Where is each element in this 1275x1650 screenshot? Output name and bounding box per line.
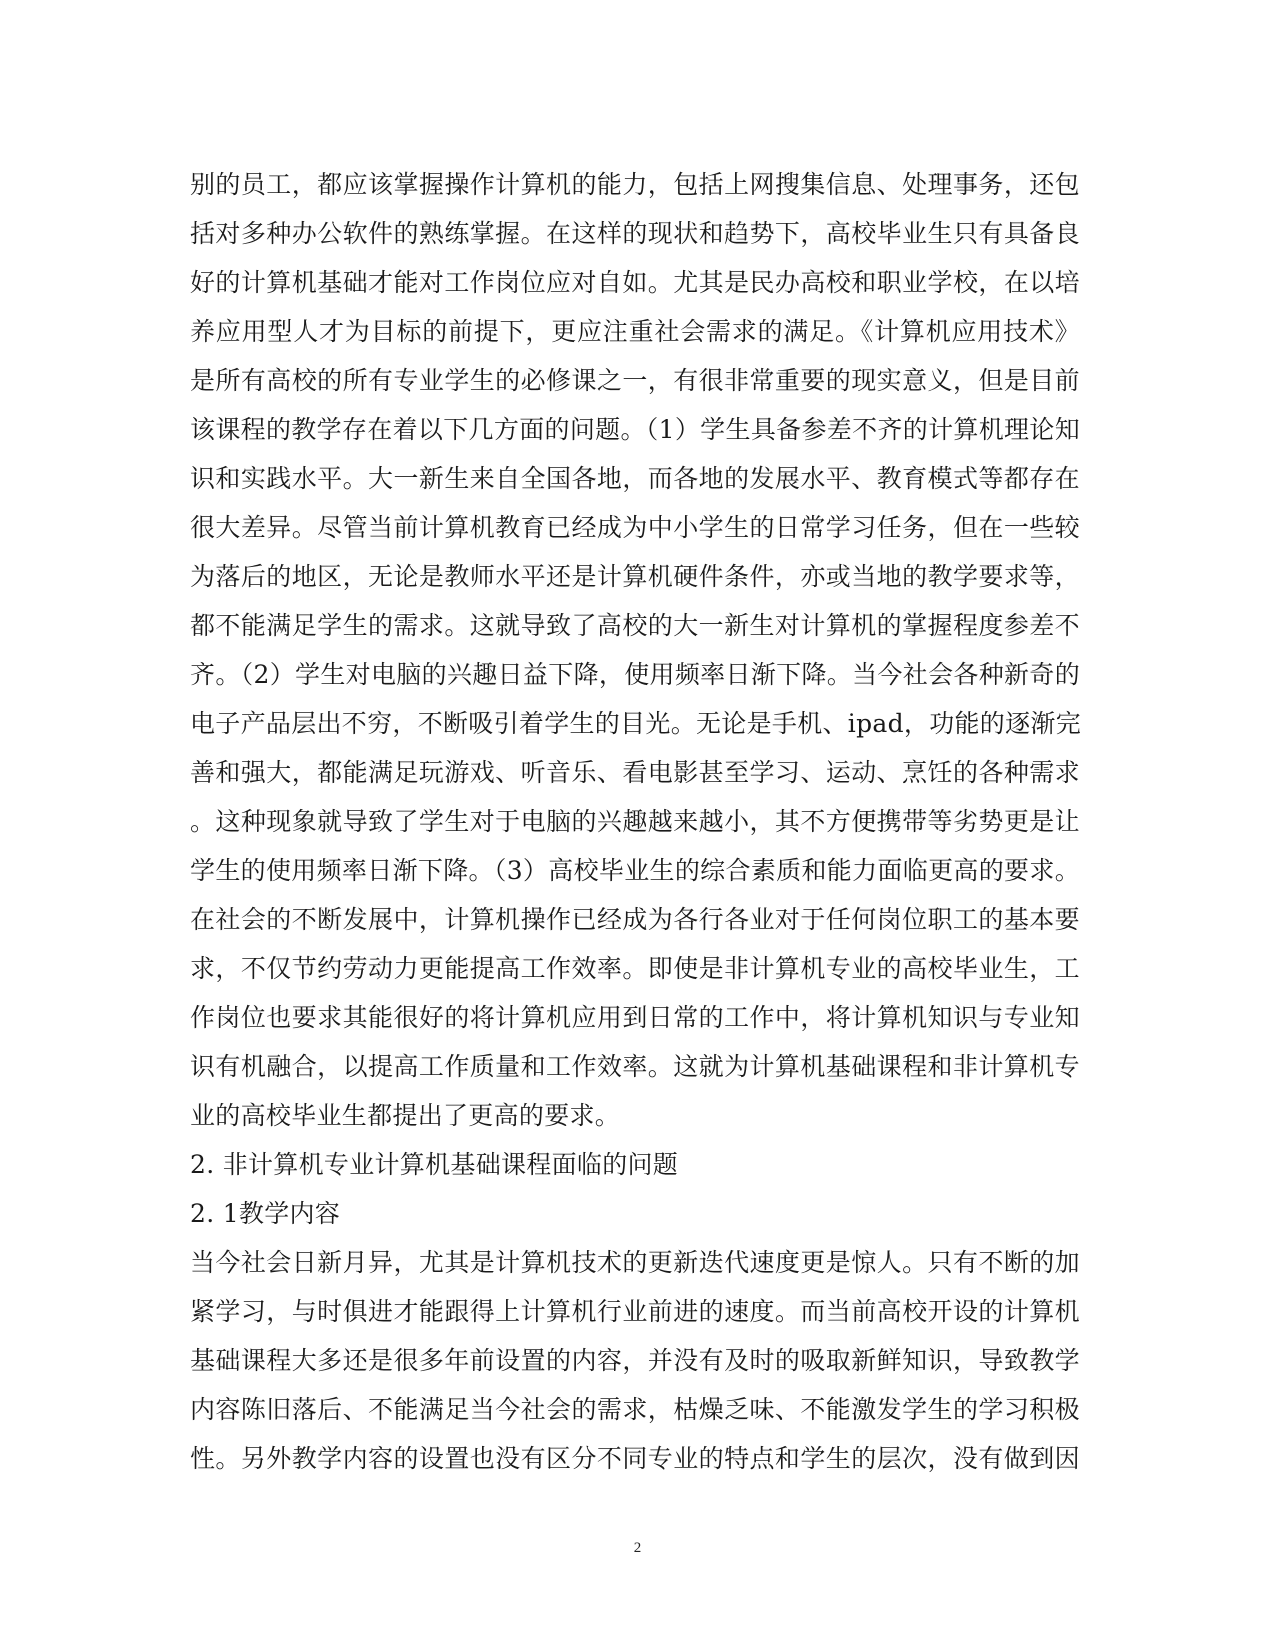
text-line: 该课程的教学存在着以下几方面的问题。（1）学生具备参差不齐的计算机理论知 <box>190 415 1080 444</box>
text-line: 业的高校毕业生都提出了更高的要求。 <box>190 1101 621 1130</box>
text-line: 是所有高校的所有专业学生的必修课之一，有很非常重要的现实意义，但是目前 <box>190 366 1080 395</box>
text-line: 齐。（2）学生对电脑的兴趣日益下降，使用频率日渐下降。当今社会各种新奇的 <box>190 660 1080 689</box>
text-line: 很大差异。尽管当前计算机教育已经成为中小学生的日常学习任务，但在一些较 <box>190 513 1080 542</box>
text-line: 识和实践水平。大一新生来自全国各地，而各地的发展水平、教育模式等都存在 <box>190 464 1080 493</box>
text-line: 学生的使用频率日渐下降。（3）高校毕业生的综合素质和能力面临更高的要求。 <box>190 856 1080 885</box>
text-line: 识有机融合，以提高工作质量和工作效率。这就为计算机基础课程和非计算机专 <box>190 1052 1080 1081</box>
page-number: 2 <box>633 1540 642 1556</box>
text-line: 养应用型人才为目标的前提下，更应注重社会需求的满足。《计算机应用技术》 <box>190 317 1080 346</box>
text-line: 为落后的地区，无论是教师水平还是计算机硬件条件，亦或当地的教学要求等， <box>190 562 1080 591</box>
text-line: 善和强大，都能满足玩游戏、听音乐、看电影甚至学习、运动、烹饪的各种需求 <box>190 758 1080 787</box>
text-line: 括对多种办公软件的熟练掌握。在这样的现状和趋势下，高校毕业生只有具备良 <box>190 219 1080 248</box>
text-line: 在社会的不断发展中，计算机操作已经成为各行各业对于任何岗位职工的基本要 <box>190 905 1080 934</box>
text-line: 求，不仅节约劳动力更能提高工作效率。即使是非计算机专业的高校毕业生，工 <box>190 954 1080 983</box>
text-line: 紧学习，与时俱进才能跟得上计算机行业前进的速度。而当前高校开设的计算机 <box>190 1297 1080 1326</box>
text-line: 2. 1教学内容 <box>190 1199 341 1228</box>
text-line: 当今社会日新月异，尤其是计算机技术的更新迭代速度更是惊人。只有不断的加 <box>190 1248 1080 1277</box>
text-line: 电子产品层出不穷，不断吸引着学生的目光。无论是手机、ipad，功能的逐渐完 <box>190 709 1082 738</box>
text-line: 内容陈旧落后、不能满足当今社会的需求，枯燥乏味、不能激发学生的学习积极 <box>190 1395 1080 1424</box>
text-line: 作岗位也要求其能很好的将计算机应用到日常的工作中，将计算机知识与专业知 <box>190 1003 1080 1032</box>
text-line: 别的员工，都应该掌握操作计算机的能力，包括上网搜集信息、处理事务，还包 <box>190 170 1080 199</box>
text-line: 基础课程大多还是很多年前设置的内容，并没有及时的吸取新鲜知识，导致教学 <box>190 1346 1080 1375</box>
text-line: 好的计算机基础才能对工作岗位应对自如。尤其是民办高校和职业学校，在以培 <box>190 268 1080 297</box>
text-line: 。这种现象就导致了学生对于电脑的兴趣越来越小，其不方便携带等劣势更是让 <box>190 807 1080 836</box>
text-line: 性。另外教学内容的设置也没有区分不同专业的特点和学生的层次，没有做到因 <box>190 1444 1080 1473</box>
text-line: 都不能满足学生的需求。这就导致了高校的大一新生对计算机的掌握程度参差不 <box>190 611 1080 640</box>
body-text <box>190 160 1080 1483</box>
text-line: 2. 非计算机专业计算机基础课程面临的问题 <box>190 1150 679 1179</box>
